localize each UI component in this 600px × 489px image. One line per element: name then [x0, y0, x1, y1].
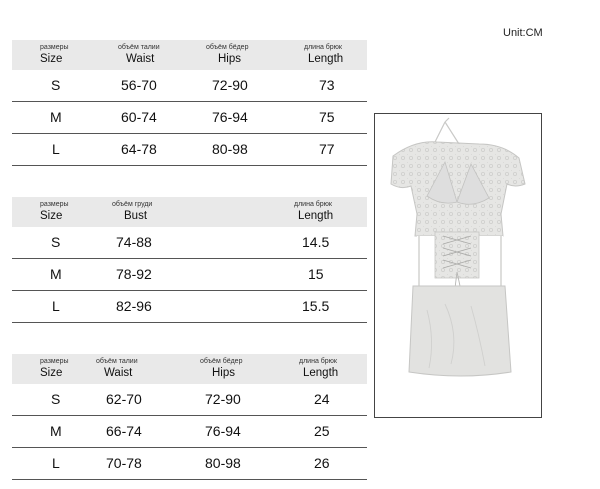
header-en-label: Length: [303, 367, 339, 379]
header-ru-label: размеры: [40, 201, 69, 208]
table-row: [12, 259, 367, 291]
header-bust: [112, 200, 152, 224]
waist-cell: 70-78: [106, 455, 142, 471]
product-photo: [374, 113, 542, 418]
length-cell: 15: [308, 266, 324, 282]
header-hips: [206, 43, 248, 67]
hips-cell: 72-90: [212, 77, 248, 93]
header-size: [40, 357, 69, 381]
length-cell: 25: [314, 423, 330, 439]
header-en-label: Waist: [104, 367, 133, 379]
table-row: [12, 448, 367, 480]
length-cell: 14.5: [302, 234, 330, 250]
size-cell: M: [50, 423, 62, 439]
header-en-label: Hips: [218, 53, 242, 65]
size-cell: M: [50, 109, 62, 125]
length-cell: 15.5: [302, 298, 330, 314]
header-en-label: Size: [40, 210, 63, 222]
header-en-label: Length: [308, 53, 344, 65]
table-header: [12, 40, 367, 70]
mini-skirt: [409, 286, 511, 376]
header-size: [40, 200, 69, 224]
bust-cell: 74-88: [116, 234, 152, 250]
hips-cell: 76-94: [205, 423, 241, 439]
header-ru-label: размеры: [40, 44, 69, 51]
hips-cell: 80-98: [205, 455, 241, 471]
header-en-label: Waist: [126, 53, 155, 65]
unit-label: Unit:CM: [503, 27, 543, 39]
header-length: [299, 357, 338, 381]
length-cell: 77: [319, 141, 335, 157]
header-en-label: Size: [40, 367, 63, 379]
header-waist: [96, 357, 138, 381]
bust-cell: 78-92: [116, 266, 152, 282]
table-header: [12, 197, 367, 227]
bust-cell: 82-96: [116, 298, 152, 314]
header-hips: [200, 357, 242, 381]
header-ru-label: объём талии: [118, 44, 160, 51]
waist-cell: 64-78: [121, 141, 157, 157]
waist-cell: 66-74: [106, 423, 142, 439]
header-ru-label: длина брюк: [294, 201, 332, 208]
header-en-label: Size: [40, 53, 63, 65]
table-row: [12, 291, 367, 323]
length-cell: 73: [319, 77, 335, 93]
size-cell: S: [51, 234, 61, 250]
hips-cell: 76-94: [212, 109, 248, 125]
header-size: [40, 43, 69, 67]
halter-string: [435, 118, 459, 144]
size-cell: L: [52, 455, 60, 471]
size-cell: L: [52, 298, 60, 314]
waist-cell: 56-70: [121, 77, 157, 93]
size-cell: S: [51, 391, 61, 407]
size-cell: S: [51, 77, 61, 93]
header-en-label: Length: [298, 210, 334, 222]
header-en-label: Hips: [212, 367, 236, 379]
waist-cell: 62-70: [106, 391, 142, 407]
length-cell: 75: [319, 109, 335, 125]
table-row: [12, 70, 367, 102]
length-cell: 24: [314, 391, 330, 407]
header-length: [304, 43, 343, 67]
table-row: [12, 227, 367, 259]
hips-cell: 72-90: [205, 391, 241, 407]
length-cell: 26: [314, 455, 330, 471]
size-cell: L: [52, 141, 60, 157]
header-ru-label: размеры: [40, 358, 69, 365]
header-ru-label: длина брюк: [304, 44, 342, 51]
lace-top: [391, 142, 525, 236]
header-ru-label: длина брюк: [299, 358, 337, 365]
hips-cell: 80-98: [212, 141, 248, 157]
corset-panel: [435, 232, 479, 278]
table-header: [12, 354, 367, 384]
table-row: [12, 134, 367, 166]
size-table-3: [12, 354, 367, 480]
header-en-label: Bust: [124, 210, 148, 222]
size-table-2: [12, 197, 367, 323]
waist-cell: 60-74: [121, 109, 157, 125]
header-ru-label: объём груди: [112, 201, 153, 208]
header-ru-label: объём бёдер: [200, 358, 243, 365]
table-row: [12, 416, 367, 448]
size-table-1: [12, 40, 367, 166]
header-length: [294, 200, 333, 224]
garment-illustration: [375, 114, 541, 417]
header-waist: [118, 43, 160, 67]
header-ru-label: объём талии: [96, 358, 138, 365]
header-ru-label: объём бёдер: [206, 44, 249, 51]
table-row: [12, 384, 367, 416]
size-cell: M: [50, 266, 62, 282]
table-row: [12, 102, 367, 134]
